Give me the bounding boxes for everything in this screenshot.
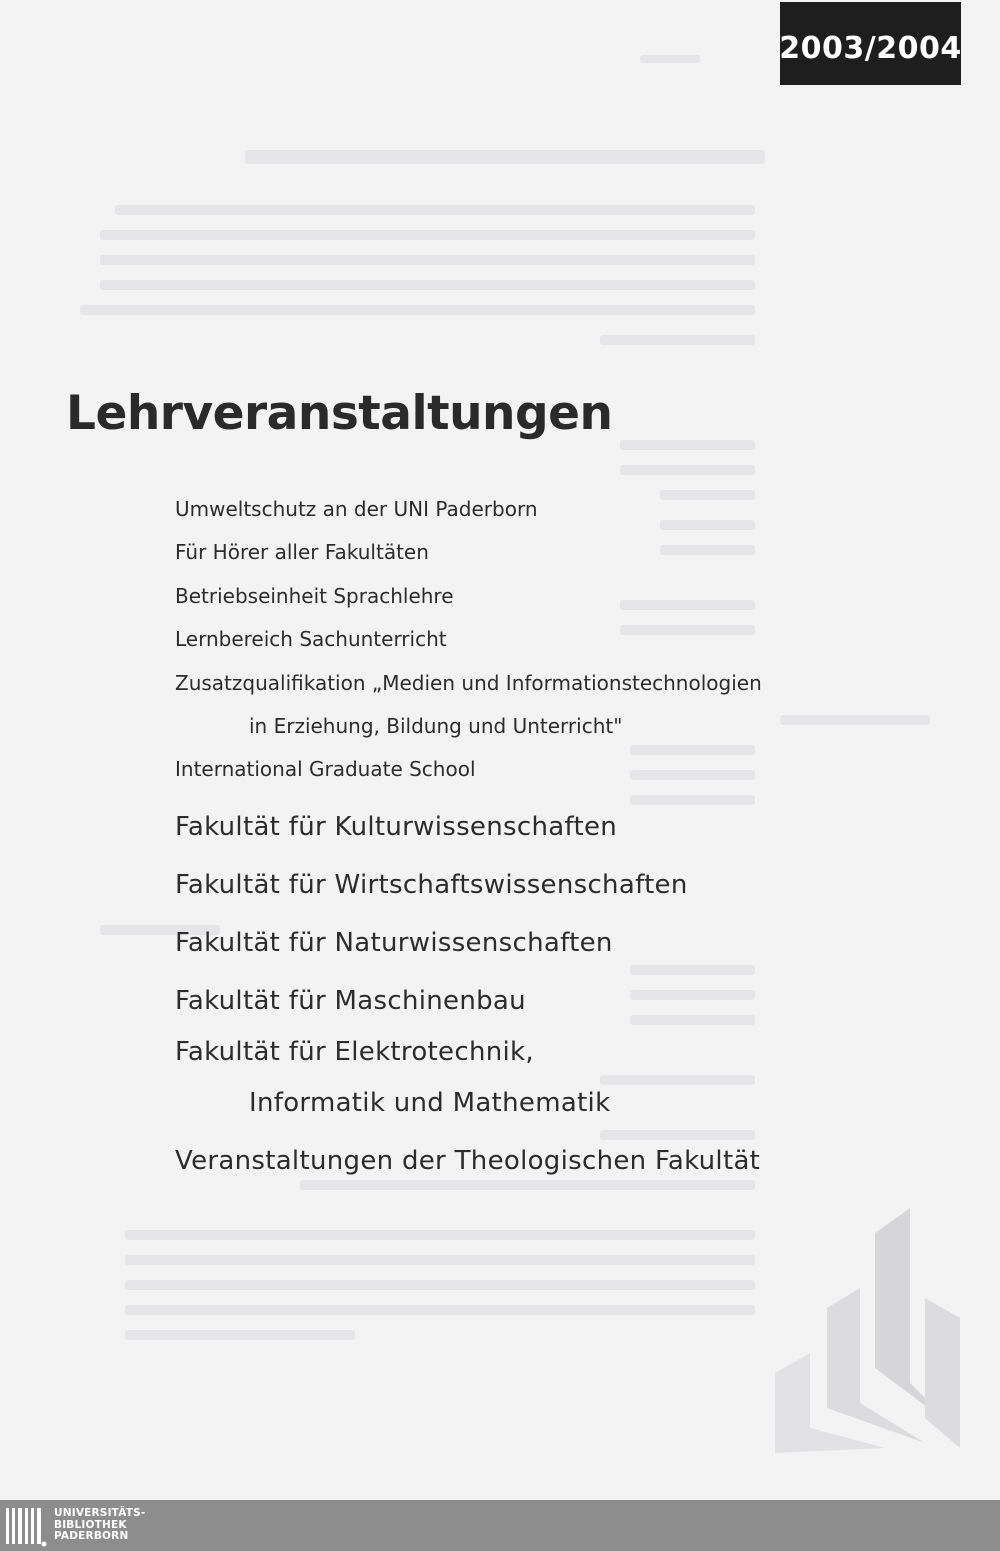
faculty-item-continuation: Informatik und Mathematik: [249, 1088, 611, 1118]
faculty-item: Fakultät für Naturwissenschaften: [175, 928, 613, 958]
general-sections-list: [175, 492, 762, 796]
library-footer-bar: [0, 1500, 1000, 1551]
university-logo-watermark: [775, 1208, 965, 1453]
year-badge: 2003/2004: [780, 2, 961, 85]
list-item: Lernbereich Sachunterricht: [175, 627, 447, 652]
library-name-line: BIBLIOTHEK: [54, 1518, 127, 1531]
list-item: Zusatzqualifikation „Medien und Informationstechnologien: [175, 670, 762, 695]
list-item: Umweltschutz an der UNI Paderborn: [175, 497, 538, 521]
faculty-item: Veranstaltungen der Theologischen Fakultät: [175, 1146, 761, 1176]
faculty-item: Fakultät für Elektrotechnik,: [175, 1037, 534, 1067]
library-name: [54, 1508, 145, 1543]
faculty-item: Fakultät für Kulturwissenschaften: [175, 812, 618, 842]
list-item-continuation: in Erziehung, Bildung und Unterricht": [249, 713, 623, 738]
faculty-item: Fakultät für Wirtschaftswissenschaften: [175, 870, 688, 900]
list-item: Betriebseinheit Sprachlehre: [175, 583, 454, 608]
faculty-item: Fakultät für Maschinenbau: [175, 986, 526, 1016]
library-name-line: PADERBORN: [54, 1530, 129, 1543]
list-item: Für Hörer aller Fakultäten: [175, 540, 429, 565]
page-title: Lehrveranstaltungen: [66, 386, 613, 441]
library-barcode-icon: [4, 1504, 48, 1548]
list-item: International Graduate School: [175, 757, 476, 782]
faculty-sections-list: [175, 807, 760, 1199]
library-name-line: UNIVERSITÄTS-: [54, 1507, 146, 1520]
